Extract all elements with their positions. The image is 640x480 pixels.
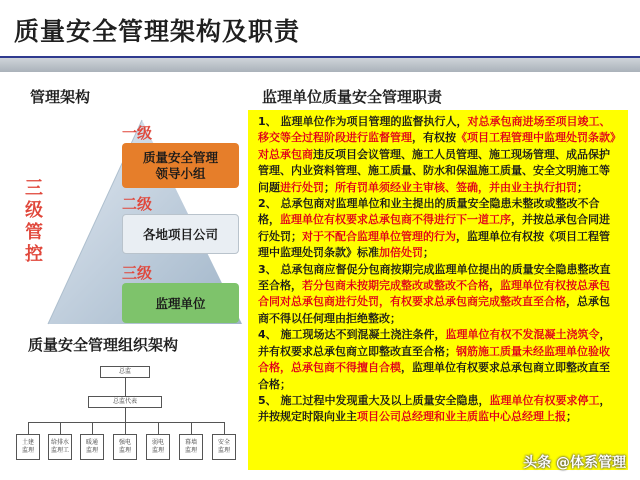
page-title: 质量安全管理架构及职责 <box>14 17 301 46</box>
box-line: 质量安全管理 <box>142 149 218 165</box>
vertical-char: 控 <box>25 244 43 265</box>
body-text: ，监理单位有权要求总承包商立即整改直至合格； <box>258 361 610 391</box>
org-connector <box>125 408 126 422</box>
org-leaf-node: 幕墙 监理 <box>179 434 203 460</box>
body-text: ； <box>566 410 577 424</box>
org-leaf-node: 安全 监理 <box>212 434 236 460</box>
org-connector <box>92 422 93 434</box>
highlight-text: 监理单位有权按总承包合同对总承包商进行处罚，有权要求总承包商完成整改直至合格 <box>258 279 610 309</box>
body-text: ，并按总承包合同进行处罚； <box>258 213 610 243</box>
watermark: 头条 @体系管理 <box>523 455 626 471</box>
responsibility-item <box>258 262 620 328</box>
org-connector <box>125 378 126 396</box>
body-text: 违反项目会议管理、施工人员管理、施工现场管理、成品保护管理、内业资料管理、施工质量、防水和保温施工质量、安全文明施工等问题 <box>258 147 610 194</box>
body-text: 4、 施工现场达不到混凝土浇注条件， <box>258 328 446 342</box>
highlight-text: 监理单位有权要求停工 <box>489 393 600 407</box>
highlight-text: 对总承包商进场至项目竣工、移交等全过程阶段进行监督管理 <box>258 115 611 145</box>
highlight-text: 钢筋施工质量未经监理单位验收合格，总承包商不得擅自合模 <box>258 344 610 375</box>
body-text: ； <box>577 180 588 194</box>
leadership-group-box <box>122 143 239 188</box>
highlight-text: 加倍处罚 <box>379 246 423 260</box>
org-leaf-node: 土建 监理 <box>16 434 40 460</box>
body-text: ，总承包商不得以任何理由拒绝整改； <box>258 295 610 325</box>
body-text: ； <box>423 246 434 260</box>
body-text: ，监理单位有权按《项目工程管理中监理处罚条款》标准 <box>258 229 610 260</box>
supervision-unit-box: 监理单位 <box>122 283 239 323</box>
org-root-node: 总监 <box>100 366 150 378</box>
vertical-char: 级 <box>25 200 43 221</box>
responsibility-item <box>258 114 620 196</box>
org-connector <box>224 422 225 434</box>
highlight-text: 《项目工程管理中监理处罚条款》对总承包商 <box>258 131 616 161</box>
body-text: 1、 监理单位作为项目管理的监督执行人， <box>258 115 468 128</box>
body-text: ， <box>489 279 500 293</box>
highlight-text: 对于不配合监理单位管理的行为 <box>302 229 456 243</box>
highlight-text: 监理单位有权不发混凝土浇筑令 <box>445 328 600 342</box>
highlight-text: 监理单位有权要求总承包商不得进行下一道工序 <box>280 213 511 227</box>
responsibility-item <box>258 196 620 262</box>
responsibility-item <box>258 393 620 426</box>
responsibilities-panel <box>248 110 628 470</box>
body-text: 3、 总承包商应督促分包商按期完成监理单位提出的质量安全隐患整改直至合格， <box>258 262 611 293</box>
org-connector <box>60 422 61 434</box>
org-connector <box>158 422 159 434</box>
org-chart <box>8 362 246 468</box>
org-chart-label: 质量安全管理组织架构 <box>28 336 179 354</box>
org-leaf-node: 弱电 监理 <box>146 434 170 460</box>
org-leaf-node: 给排水 监理工 <box>48 434 72 460</box>
org-connector <box>191 422 192 434</box>
org-connector <box>125 422 126 434</box>
body-text: 5、 施工过程中发现重大及以上质量安全隐患， <box>258 393 490 407</box>
body-text: ； <box>324 180 335 194</box>
vertical-char: 管 <box>25 222 43 243</box>
three-level-control-label <box>22 178 46 266</box>
level-three-tag: 三级 <box>122 264 153 282</box>
org-second-node: 总监代表 <box>88 396 162 408</box>
vertical-char: 三 <box>25 178 43 199</box>
level-one-tag: 一级 <box>122 124 153 142</box>
body-text: 2、 总承包商对监理单位和业主提出的质量安全隐患未整改或整改不合格， <box>258 197 600 227</box>
org-connector <box>28 422 29 434</box>
highlight-text: 进行处罚 <box>280 180 324 194</box>
org-leaf-node: 强电 监理 <box>113 434 137 460</box>
highlight-text: 项目公司总经理和业主质监中心总经理上报 <box>357 410 566 424</box>
highlight-text: 若分包商未按期完成整改或整改不合格 <box>302 279 489 293</box>
project-company-box: 各地项目公司 <box>122 214 239 254</box>
box-line: 领导小组 <box>155 165 206 181</box>
responsibilities-label: 监理单位质量安全管理职责 <box>262 88 443 106</box>
org-leaf-node: 暖通 监理 <box>80 434 104 460</box>
org-connector <box>28 422 224 423</box>
management-structure-label: 管理架构 <box>30 88 91 106</box>
responsibility-item <box>258 327 620 393</box>
body-text: ，有权按 <box>412 131 456 145</box>
body-text: ，并按规定时限向业主 <box>258 393 611 424</box>
body-text: ，并有权要求总承包商立即整改直至合格； <box>258 328 611 358</box>
highlight-text: 所有罚单须经业主审核、签确，并由业主执行扣罚 <box>335 180 577 194</box>
level-two-tag: 二级 <box>122 195 153 213</box>
